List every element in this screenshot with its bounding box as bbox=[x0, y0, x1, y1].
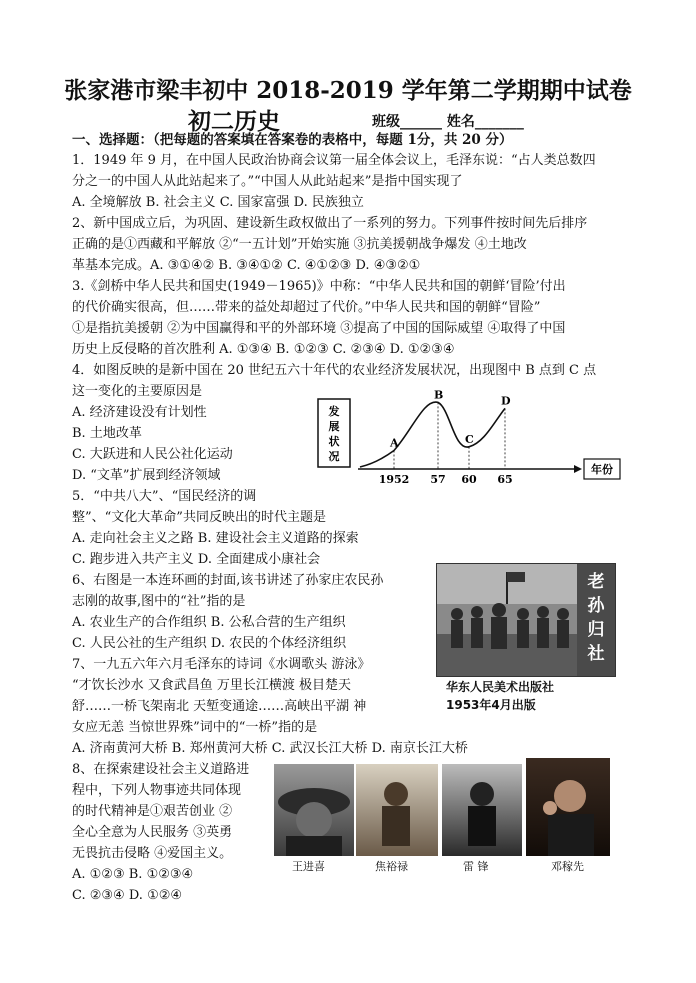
photo-caption: 焦裕禄 bbox=[375, 860, 408, 873]
photo-caption: 王进喜 bbox=[292, 860, 325, 873]
point-label-c: C bbox=[465, 432, 474, 446]
text-line: C. 人民公社的生产组织 D. 农民的个体经济组织 bbox=[72, 636, 347, 651]
text-line: A. 全境解放 B. 社会主义 C. 国家富强 D. 民族独立 bbox=[72, 195, 364, 210]
text-line: 的代价确实很高，但……带来的益处却超过了代价。”中华人民共和国的朝鲜“冒险” bbox=[72, 300, 541, 315]
text-line: A. 农业生产的合作组织 B. 公私合营的生产组织 bbox=[72, 615, 346, 630]
comic-cover bbox=[436, 563, 616, 677]
text-line: C. ②③④ D. ①②④ bbox=[72, 888, 183, 903]
text-line: 的时代精神是①艰苦创业 ② bbox=[72, 804, 233, 819]
text-line: A. 经济建设没有计划性 bbox=[72, 405, 207, 420]
text-line: 7、一九五六年六月毛泽东的诗词《水调歌头 游泳》 bbox=[72, 657, 371, 672]
text-line: 5．“中共八大”、“国民经济的调 bbox=[72, 489, 257, 504]
x-tick-label: 60 bbox=[461, 473, 477, 485]
subject-title: 初二历史 bbox=[188, 108, 280, 135]
text-line: 2、新中国成立后，为巩固、建设新生政权做出了一系列的努力。下列事件按时间先后排序 bbox=[72, 216, 588, 231]
comic-title: 老 孙 归 社 bbox=[587, 572, 605, 664]
text-line: “才饮长沙水 又食武昌鱼 万里长江横渡 极目楚天 bbox=[72, 678, 352, 693]
text-line: 4．如图反映的是新中国在 20 世纪五六十年代的农业经济发展状况，出现图中 B 点到 C 点 bbox=[72, 363, 597, 378]
class-name-line: 班级______ 姓名_______ bbox=[372, 114, 524, 130]
publisher-caption: 华东人民美术出版社 bbox=[446, 680, 555, 694]
text-line: 女应无恙 当惊世界殊”词中的“一桥”指的是 bbox=[72, 720, 318, 735]
x-tick-label: 57 bbox=[430, 473, 446, 485]
point-label-a: A bbox=[390, 436, 399, 450]
photo-caption: 邓稼先 bbox=[551, 860, 584, 873]
photo-wang-jinxi bbox=[274, 764, 354, 856]
text-line: 整”、“文化大革命”共同反映出的时代主题是 bbox=[72, 510, 326, 525]
photo-caption: 雷 锋 bbox=[463, 860, 489, 873]
text-line: C. 大跃进和人民公社化运动 bbox=[72, 447, 233, 462]
development-chart bbox=[312, 385, 624, 485]
point-label-b: B bbox=[434, 388, 444, 402]
text-line: 6、右图是一本连环画的封面,该书讲述了孙家庄农民孙 bbox=[72, 573, 384, 588]
xlabel-text: 年份 bbox=[591, 463, 613, 476]
text-line: 3.《剑桥中华人民共和国史(1949－1965)》中称：“中华人民共和国的朝鲜‘冒险’付出 bbox=[72, 279, 566, 294]
text-line: 舒……一桥飞架南北 天堑变通途……高峡出平湖 神 bbox=[72, 699, 367, 714]
text-line: A. 走向社会主义之路 B. 建设社会主义道路的探索 bbox=[72, 531, 359, 546]
text-line: 1．1949 年 9 月，在中国人民政治协商会议第一届全体会议上，毛泽东说：“占人类总数四 bbox=[72, 153, 596, 168]
text-line: B. 土地改革 bbox=[72, 426, 142, 441]
development-curve bbox=[360, 402, 505, 467]
text-line: 革基本完成。A. ③①④② B. ③④①② C. ④①②③ D. ④③②① bbox=[72, 258, 421, 273]
text-line: 历史上反侵略的首次胜利 A. ①③④ B. ①②③ C. ②③④ D. ①②③④ bbox=[72, 342, 455, 357]
ylabel-text: 发展状况 bbox=[328, 405, 340, 463]
section-heading: 一、选择题：（把每题的答案填在答案卷的表格中，每题 1分，共 20 分） bbox=[72, 132, 513, 148]
x-tick-label: 1952 bbox=[378, 473, 410, 485]
text-line: A. 济南黄河大桥 B. 郑州黄河大桥 C. 武汉长江大桥 D. 南京长江大桥 bbox=[72, 741, 468, 756]
exam-title: 张家港市梁丰初中 2018-2019 学年第二学期期中试卷 bbox=[64, 77, 632, 104]
text-line: A. ①②③ B. ①②③④ bbox=[72, 867, 194, 882]
photo-jiao-yulu bbox=[356, 764, 438, 856]
text-line: C. 跑步进入共产主义 D. 全面建成小康社会 bbox=[72, 552, 321, 567]
point-label-d: D bbox=[501, 394, 511, 408]
publish-date-caption: 1953年4月出版 bbox=[446, 698, 536, 712]
x-axis-arrow bbox=[574, 465, 582, 473]
text-line: 8、在探索建设社会主义道路进 bbox=[72, 762, 250, 777]
text-line: 这一变化的主要原因是 bbox=[72, 384, 203, 399]
x-tick-label: 65 bbox=[497, 473, 513, 485]
text-line: 无畏抗击侵略 ④爱国主义。 bbox=[72, 846, 233, 861]
text-line: 全心全意为人民服务 ③英勇 bbox=[72, 825, 233, 840]
text-line: 志刚的故事,图中的“社”指的是 bbox=[72, 594, 246, 609]
photo-deng-jiaxian bbox=[526, 758, 610, 856]
text-line: 正确的是①西藏和平解放 ②“一五计划”开始实施 ③抗美援朝战争爆发 ④土地改 bbox=[72, 237, 527, 252]
text-line: 分之一的中国人从此站起来了。”“中国人从此站起来”是指中国实现了 bbox=[72, 174, 463, 189]
photo-lei-feng bbox=[442, 764, 522, 856]
text-line: ①是指抗美援朝 ②为中国赢得和平的外部环境 ③提高了中国的国际威望 ④取得了中国 bbox=[72, 321, 566, 336]
text-line: D. “文革”扩展到经济领域 bbox=[72, 468, 221, 483]
text-line: 程中，下列人物事迹共同体现 bbox=[72, 783, 242, 798]
